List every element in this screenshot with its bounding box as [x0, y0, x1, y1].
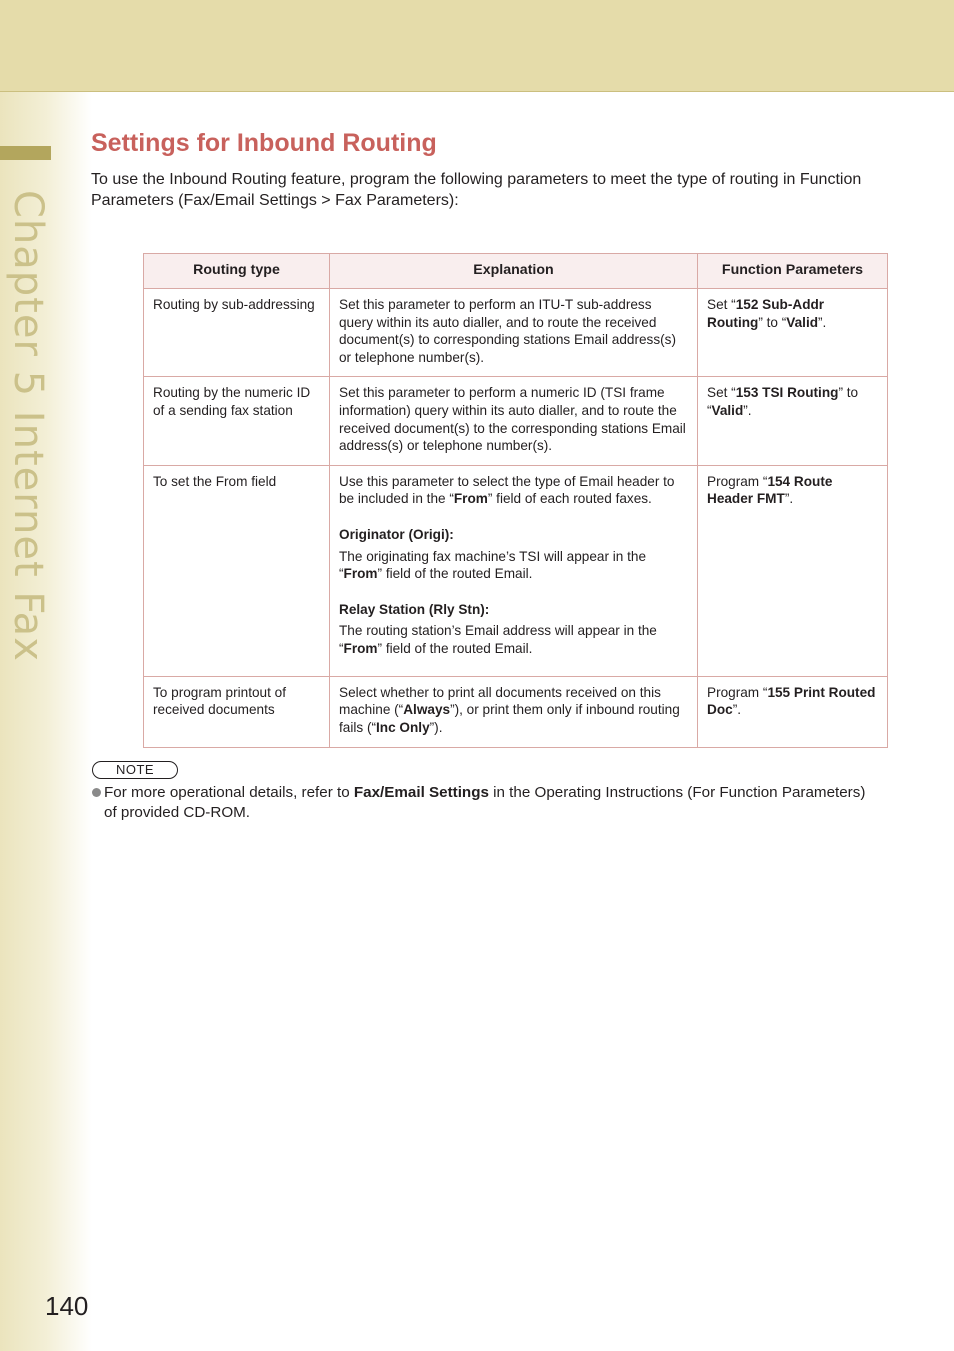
note-reference: Fax/Email Settings	[353, 784, 489, 801]
routing-table	[143, 253, 888, 748]
explanation-text: ” field of each routed faxes.	[487, 491, 652, 507]
field-name: From	[343, 566, 378, 582]
note-text-part: For more operational details, refer to	[104, 784, 354, 801]
explanation-text: Select whether to print all documents received on this machine (“	[339, 684, 661, 718]
parameter-text: ”.	[732, 702, 741, 718]
routing-type-cell: Routing by sub-addressing	[144, 289, 330, 377]
top-band	[0, 0, 954, 92]
parameter-text: Program “	[707, 473, 768, 489]
page-number: 140	[45, 1291, 89, 1321]
parameter-cell	[698, 377, 888, 465]
parameter-text: Set “	[707, 297, 736, 312]
table-row	[144, 289, 888, 377]
parameter-cell	[698, 676, 888, 747]
parameter-text: ”.	[784, 491, 794, 507]
bullet-icon	[92, 788, 101, 797]
explanation-cell: Set this parameter to perform a numeric ID (TSI frame information) query within its auto dialler, and to route the received document(s) to the corresponding stations Email address(s) or telephone number(s).	[330, 377, 698, 465]
parameter-name: 154 Route Header FMT	[707, 473, 833, 507]
field-name: From	[343, 640, 378, 656]
table-row	[144, 465, 888, 676]
field-name: From	[453, 491, 488, 507]
header-routing-type: Routing type	[144, 254, 330, 289]
explanation-text: ”), or print them only if inbound routing fails (“	[339, 702, 680, 735]
routing-type-cell: To set the From field	[144, 465, 330, 676]
section-title: Settings for Inbound Routing	[91, 129, 437, 157]
parameter-text: Set “	[707, 385, 736, 401]
parameter-text: Program “	[707, 684, 768, 700]
explanation-text: The routing station’s Email address will appear in the “	[339, 623, 657, 656]
explanation-text: ” field of the routed Email.	[377, 640, 533, 656]
option-name: Always	[403, 702, 451, 718]
section-intro: To use the Inbound Routing feature, program the following parameters to meet the type of routing in Function Parameters (Fax/Email Settings > Fax Parameters):	[91, 171, 862, 209]
option-name: Inc Only	[376, 719, 430, 735]
header-explanation: Explanation	[330, 254, 698, 289]
parameter-name: 155 Print Routed Doc	[707, 684, 876, 718]
explanation-cell	[330, 676, 698, 747]
note-text	[104, 783, 882, 822]
explanation-cell	[330, 465, 698, 676]
chapter-tab-marker	[0, 146, 51, 160]
explanation-text: ”).	[429, 719, 443, 735]
routing-type-cell: To program printout of received documents	[144, 676, 330, 747]
relay-station-heading: Relay Station (Rly Stn):	[339, 601, 490, 617]
chapter-label: Chapter 5 Internet Fax	[5, 190, 51, 662]
parameter-cell	[698, 289, 888, 377]
table-header-row	[144, 254, 888, 289]
parameter-text: ” to “	[707, 385, 859, 418]
parameter-cell	[698, 465, 888, 676]
originator-description	[339, 548, 689, 583]
explanation-text: Use this parameter to select the type of Email header to be included in the “	[339, 473, 675, 507]
parameter-text: ” to “	[758, 314, 787, 330]
note-item	[92, 783, 882, 822]
parameter-name: 152 Sub-Addr Routing	[707, 297, 825, 330]
explanation-intro	[339, 473, 689, 508]
explanation-text: ” field of the routed Email.	[377, 566, 533, 582]
note-text-part: in the Operating Instructions (For Function Parameters) of provided CD-ROM.	[104, 784, 866, 821]
parameter-text: ”.	[818, 314, 827, 330]
routing-type-cell: Routing by the numeric ID of a sending fax station	[144, 377, 330, 465]
note-badge: NOTE	[92, 761, 178, 779]
parameter-text: ”.	[743, 402, 752, 418]
parameter-value: Valid	[711, 402, 744, 418]
parameter-value: Valid	[786, 314, 819, 330]
originator-heading: Originator (Origi):	[339, 526, 454, 542]
relay-station-description	[339, 622, 689, 657]
table-row	[144, 676, 888, 747]
explanation-text: The originating fax machine’s TSI will appear in the “	[339, 548, 647, 582]
parameter-name: 153 TSI Routing	[735, 385, 839, 401]
header-function-parameters: Function Parameters	[698, 254, 888, 289]
table-row	[144, 377, 888, 465]
explanation-cell: Set this parameter to perform an ITU-T sub-address query within its auto dialler, and to route the received document(s) to corresponding stations Email address(s) or telephone number(s).	[330, 289, 698, 377]
